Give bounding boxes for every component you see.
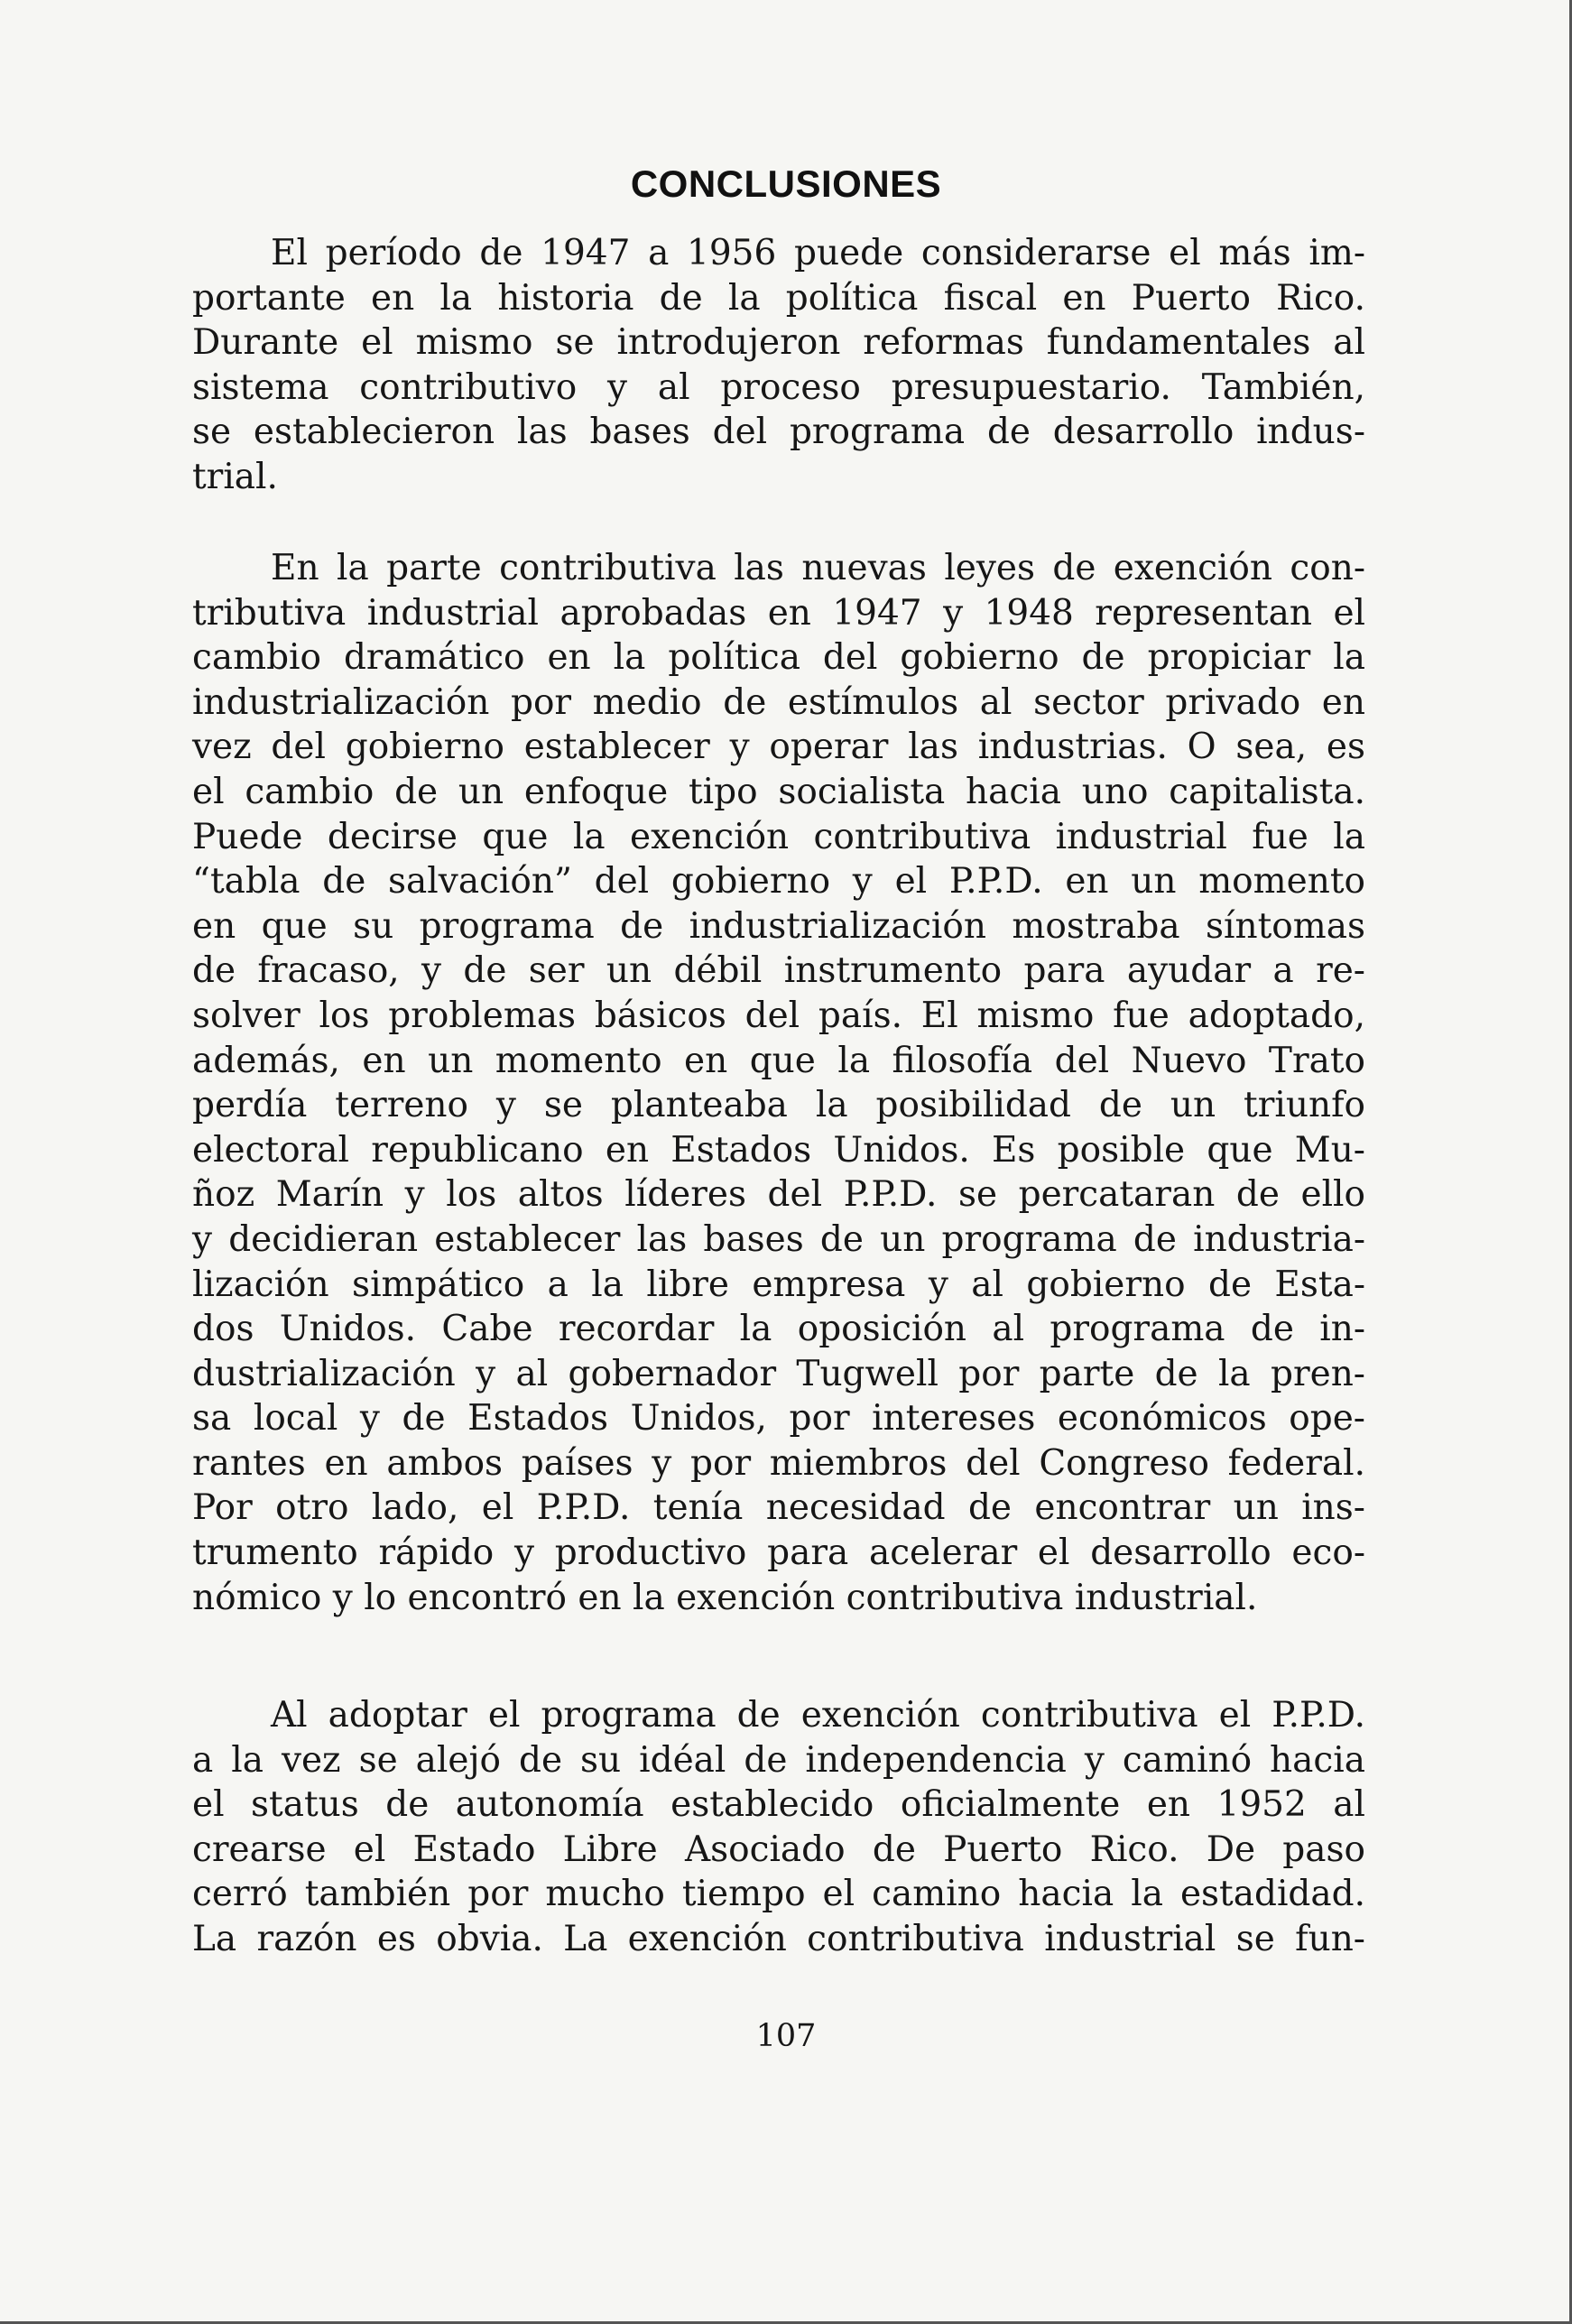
paragraph-1 xyxy=(192,231,1365,500)
text-line: nómico y lo encontró en la exención contributiva industrial. xyxy=(192,1577,1258,1618)
text-line: solver los problemas básicos del país. El mismo fue adoptado, xyxy=(192,995,1365,1036)
text-line: dustrialización y al gobernador Tugwell por parte de la pren- xyxy=(192,1353,1365,1394)
text-line: el status de autonomía establecido oficialmente en 1952 al xyxy=(192,1784,1365,1826)
text-line: “tabla de salvación” del gobierno y el P.P.D. en un momento xyxy=(192,861,1365,903)
text-line: Durante el mismo se introdujeron reformas fundamentales al xyxy=(192,322,1365,364)
text-line: trumento rápido y productivo para acelerar el desarrollo eco- xyxy=(192,1532,1365,1574)
text-line: en que su programa de industrialización mostraba síntomas xyxy=(192,905,1365,947)
text-line: tributiva industrial aprobadas en 1947 y 1948 representan el xyxy=(192,592,1365,634)
text-line: ñoz Marín y los altos líderes del P.P.D. se percataran de ello xyxy=(192,1174,1365,1216)
text-line: además, en un momento en que la filosofía del Nuevo Trato xyxy=(192,1040,1365,1081)
text-line: vez del gobierno establecer y operar las industrias. O sea, es xyxy=(192,727,1365,768)
page-title: CONCLUSIONES xyxy=(630,162,942,205)
text-line: La razón es obvia. La exención contributiva industrial se fun- xyxy=(192,1918,1365,1959)
text-line: crearse el Estado Libre Asociado de Puerto Rico. De paso xyxy=(192,1829,1365,1870)
text-line: lización simpático a la libre empresa y al gobierno de Esta- xyxy=(192,1264,1365,1305)
text-line: de fracaso, y de ser un débil instrumento para ayudar a re- xyxy=(192,950,1365,992)
text-line: el cambio de un enfoque tipo socialista hacia uno capitalista. xyxy=(192,771,1365,812)
paragraph-2 xyxy=(192,546,1365,1620)
text-line: sistema contributivo y al proceso presupuestario. También, xyxy=(192,366,1365,408)
text-line: y decidieran establecer las bases de un programa de industria- xyxy=(192,1218,1365,1260)
text-line: Al adoptar el programa de exención contributiva el P.P.D. xyxy=(271,1695,1365,1736)
paragraph-3 xyxy=(192,1693,1365,1962)
text-line: El período de 1947 a 1956 puede considerarse el más im- xyxy=(271,233,1365,273)
text-line: sa local y de Estados Unidos, por intereses económicos ope- xyxy=(192,1398,1365,1440)
text-line: a la vez se alejó de su idéal de independencia y caminó hacia xyxy=(192,1739,1365,1781)
page-number: 107 xyxy=(755,2018,817,2054)
text-line: rantes en ambos países y por miembros del Congreso federal. xyxy=(192,1442,1365,1484)
text-line: perdía terreno y se planteaba la posibilidad de un triunfo xyxy=(192,1085,1365,1126)
text-line: dos Unidos. Cabe recordar la oposición al programa de in- xyxy=(192,1309,1365,1350)
text-line: cerró también por mucho tiempo el camino hacia la estadidad. xyxy=(192,1874,1365,1915)
text-line: se establecieron las bases del programa de desarrollo indus- xyxy=(192,412,1365,453)
text-line: portante en la historia de la política fiscal en Puerto Rico. xyxy=(192,277,1365,319)
text-line: En la parte contributiva las nuevas leyes de exención con- xyxy=(271,548,1365,588)
text-line: industrialización por medio de estímulos al sector privado en xyxy=(192,681,1365,723)
text-line: trial. xyxy=(192,456,278,497)
text-line: Puede decirse que la exención contributiva industrial fue la xyxy=(192,816,1365,857)
text-line: Por otro lado, el P.P.D. tenía necesidad de encontrar un ins- xyxy=(192,1487,1365,1529)
text-line: cambio dramático en la política del gobierno de propiciar la xyxy=(192,637,1365,679)
text-line: electoral republicano en Estados Unidos. Es posible que Mu- xyxy=(192,1129,1365,1171)
